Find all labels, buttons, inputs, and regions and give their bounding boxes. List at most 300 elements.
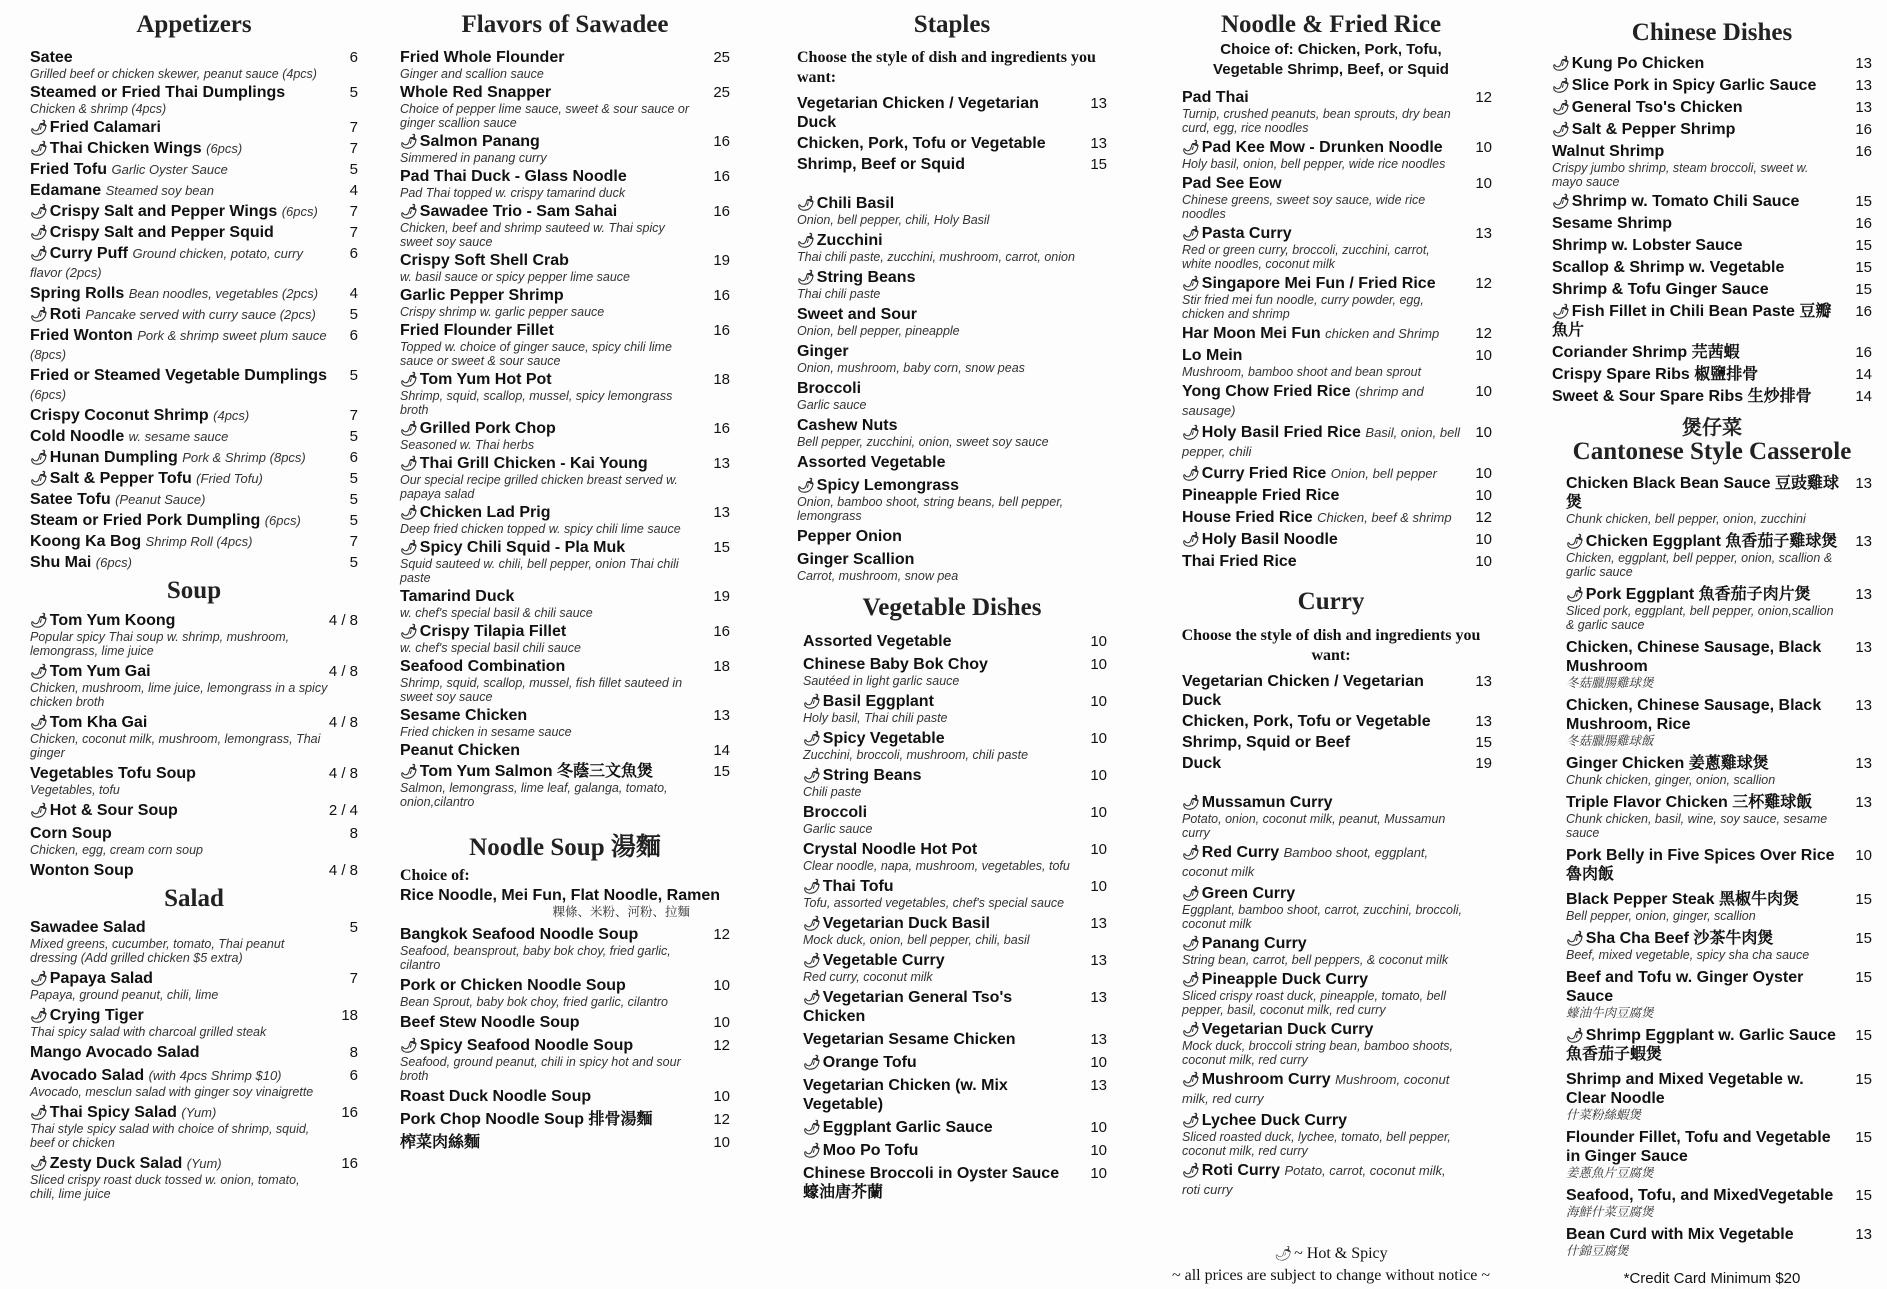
menu-item [1566,585,1872,632]
menu-item-description: Vegetables, tofu [30,782,120,797]
menu-item-price: 10 [1855,846,1872,864]
column-5 [1552,0,1872,1289]
menu-item [30,305,358,324]
menu-item-title: Har Moon Mei Fun [1182,325,1321,343]
menu-item-description: 蠔油牛肉豆腐煲 [1566,1005,1654,1020]
menu-item-name [1182,324,1462,343]
menu-item-price: 16 [1855,121,1872,139]
menu-item-title: Salt & Pepper Shrimp [1571,121,1736,139]
menu-item-name [1182,486,1462,505]
menu-item-description: 海鮮什菜豆腐煲 [1566,1204,1654,1219]
noodle-soup-choice-chinese: 粿條、米粉、河粉、拉麵 [552,904,690,919]
menu-item-price: 16 [1855,215,1872,233]
menu-item [400,976,730,1009]
menu-item-note: (Yum) [186,1155,222,1171]
menu-item [400,1013,730,1032]
menu-item-price: 13 [1090,988,1107,1006]
menu-item-price: 16 [341,1154,358,1172]
menu-item-title: Koong Ka Bog [30,533,142,551]
menu-item [400,1036,730,1083]
menu-item-description: Chicken & shrimp (4pcs) [30,102,167,117]
menu-item-name [797,476,1077,495]
menu-item-name [1182,346,1462,365]
menu-item-title: Grilled Pork Chop [419,420,556,438]
menu-item-title: Lychee Duck Curry [1201,1111,1348,1129]
menu-item-title: String Beans [816,269,916,287]
section-title-noodle-rice: Noodle & Fried Rice [1220,11,1442,38]
menu-item-price: 7 [349,203,358,221]
menu-item-title: Steamed or Fried Thai Dumplings [30,84,286,102]
menu-item-description: Sliced crispy roast duck, pineapple, tomato, bell pepper, basil, coconut milk, red curry [1182,988,1447,1017]
menu-item-description: Topped w. choice of ginger sauce, spicy chili lime sauce or sweet & sour sauce [400,340,672,369]
menu-item [1182,672,1492,710]
menu-item [400,657,730,704]
menu-item-name [30,83,328,102]
menu-item [1182,884,1492,931]
menu-item-title: Ginger [797,343,849,361]
menu-item-name [1566,532,1842,551]
menu-item-note: Chicken, beef & shrimp [1317,510,1452,526]
menu-item-name [400,1013,700,1032]
menu-item-price: 6 [349,245,358,263]
menu-item-price: 15 [1855,1026,1872,1044]
menu-item-title: Fried Calamari [49,119,161,137]
menu-item-price: 13 [1855,754,1872,772]
menu-item-title: Bangkok Seafood Noodle Soup [400,925,639,943]
menu-item-note: (Peanut Sauce) [115,492,206,508]
menu-item-title: Broccoli [803,803,868,821]
menu-item-title: Pineapple Duck Curry [1201,970,1369,988]
chili-icon: 🌶 [1182,139,1200,156]
menu-item [803,655,1107,688]
menu-item-title: Thai Grill Chicken - Kai Young [419,455,648,473]
menu-item-price: 19 [713,252,730,270]
chili-icon: 🌶 [400,763,418,780]
menu-item-description: String bean, carrot, bell peppers, & coconut milk [1182,952,1449,967]
menu-item-title: Salmon Panang [419,133,540,151]
menu-item-note: (4pcs) [213,408,250,424]
menu-item [1566,890,1872,923]
menu-item-title: House Fried Rice [1182,509,1313,527]
menu-item-name [1182,843,1462,881]
menu-item-price: 5 [349,428,358,446]
hot-legend [1170,1243,1492,1265]
chili-icon: 🌶 [1182,275,1200,292]
menu-item-description: Holy basil, onion, bell pepper, wide rice noodles [1182,157,1446,172]
menu-item-description: Grilled beef or chicken skewer, peanut sauce (4pcs) [30,67,317,82]
menu-item-name [1566,968,1842,1006]
column-1 [30,0,358,1205]
menu-item-price: 5 [349,84,358,102]
chili-icon: 🌶 [1552,121,1570,138]
menu-item [1182,843,1492,881]
menu-item [1182,224,1492,271]
menu-item [30,160,358,179]
menu-item-title: Fried Whole Flounder [400,49,565,67]
menu-item-description: Choice of pepper lime sauce, sweet & sour sauce or ginger scallion sauce [400,102,690,131]
menu-item-name [1182,934,1462,953]
menu-item-price: 15 [1855,1128,1872,1146]
menu-item [400,925,730,972]
chili-icon: 🌶 [400,1036,418,1053]
menu-item-price: 15 [713,763,730,781]
menu-item [797,476,1107,523]
menu-item [803,877,1107,910]
menu-item-title: Wonton Soup [30,861,134,879]
menu-item-title: Fried Flounder Fillet [400,322,554,340]
menu-item-description: Tofu, assorted vegetables, chef's special sauce [803,895,1065,910]
menu-item [1566,929,1872,962]
menu-item-title: Crystal Noodle Hot Pot [803,840,978,858]
menu-item-description: Chicken, eggplant, bell pepper, onion, scallion & garlic sauce [1566,550,1833,579]
menu-item-description: Seafood, beansprout, baby bok choy, fried garlic, cilantro [400,943,671,972]
menu-item-description: Mock duck, onion, bell pepper, chili, basil [803,932,1030,947]
menu-item [30,223,358,242]
menu-item [1182,733,1492,752]
menu-item-description: Beef, mixed vegetable, spicy sha cha sauce [1566,947,1810,962]
menu-item-note: Ground chicken, potato, curry flavor (2pcs) [30,246,303,281]
menu-item-title: Scallop & Shrimp w. Vegetable [1552,259,1785,277]
menu-item-name [797,342,1077,361]
menu-item-name [1566,1026,1842,1064]
menu-item-title: Peanut Chicken [400,742,521,760]
menu-item-price: 15 [1855,193,1872,211]
menu-item [803,1118,1107,1137]
chili-icon: 🌶 [30,306,48,323]
menu-item-description: w. basil sauce or spicy pepper lime sauce [400,270,630,285]
menu-item-note: Bamboo shoot, eggplant, coconut milk [1182,844,1429,879]
menu-item-name [400,167,700,186]
menu-item-title: Crying Tiger [49,1006,144,1024]
noodle-rice-list [1170,88,1492,571]
menu-item-name [797,305,1077,324]
hot-legend-text: ~ Hot & Spicy [1294,1244,1388,1262]
vegetable-list [797,632,1107,1202]
menu-item-name [1182,672,1462,710]
menu-item-description: Clear noodle, napa, mushroom, vegetables, tofu [803,858,1070,873]
chili-icon: 🌶 [30,245,48,262]
menu-item-description: Seafood, ground peanut, chili in spicy hot and sour broth [400,1054,681,1083]
menu-item [1552,258,1872,277]
menu-item-title: Spicy Lemongrass [816,477,960,495]
menu-item-title: Pad Kee Mow - Drunken Noodle [1201,139,1443,157]
menu-item-name [797,94,1077,132]
menu-item-name [803,803,1077,822]
chili-icon: 🌶 [400,420,418,437]
menu-item [30,448,358,467]
menu-item-price: 10 [1090,1164,1107,1182]
menu-item-price: 16 [713,623,730,641]
menu-item-name [803,988,1077,1026]
menu-item [1552,302,1872,340]
menu-item [400,251,730,284]
soup-list [30,611,358,880]
menu-item-title: Roti [49,306,81,324]
menu-item-description: Bell pepper, onion, ginger, scallion [1566,908,1756,923]
menu-item-title: Spicy Vegetable [822,729,945,747]
menu-item [1552,142,1872,189]
menu-item-price: 12 [713,1036,730,1054]
menu-item-name [797,379,1077,398]
menu-item-description: 什菜粉絲蝦煲 [1566,1107,1642,1122]
menu-item-note: chicken and Shrimp [1325,326,1440,342]
menu-item-title: Tamarind Duck [400,588,515,606]
menu-item-description: 姜蔥魚片豆腐煲 [1566,1165,1654,1180]
menu-item-price: 13 [1855,585,1872,603]
menu-item-description: Sliced roasted duck, lychee, tomato, bell pepper, coconut milk, red curry [1182,1129,1451,1158]
section-title-casserole: Cantonese Style Casserole [1572,438,1852,466]
menu-item-description: Squid sauteed w. chili, bell pepper, onion Thai chili paste [400,557,679,586]
menu-item-title: Vegetarian Duck Basil [822,914,990,932]
menu-item-name [30,427,328,446]
menu-item [797,379,1107,412]
menu-item [30,139,358,158]
menu-item-description: Potato, onion, coconut milk, peanut, Mussamun curry [1182,811,1446,840]
menu-item-price: 6 [349,327,358,345]
menu-item-name [400,706,700,725]
menu-item-name [797,155,1077,174]
menu-item-title: Green Curry [1201,884,1296,902]
chili-icon: 🌶 [30,801,48,818]
menu-item-note: (6pcs) [30,387,67,403]
menu-item-price: 10 [1475,531,1492,549]
menu-item-price: 12 [713,1110,730,1128]
section-title-noodle-soup: Noodle Soup 湯麵 [469,834,661,862]
menu-item-price: 13 [1855,1225,1872,1243]
menu-item-name [803,766,1077,785]
menu-item-title: Thai Tofu [822,877,894,895]
menu-item [30,611,358,658]
menu-item-price: 25 [713,49,730,67]
menu-item-name [803,692,1077,711]
menu-item [803,1076,1107,1114]
menu-item-price: 6 [349,49,358,67]
menu-item-name [803,1118,1077,1137]
menu-item-price: 16 [1855,143,1872,161]
menu-item-name [30,406,328,425]
menu-item-description: Holy basil, Thai chili paste [803,710,948,725]
menu-item [400,762,730,809]
menu-item-description: Onion, bell pepper, chili, Holy Basil [797,213,990,228]
menu-item-note: Potato, carrot, coconut milk, roti curry [1182,1162,1446,1197]
menu-item [400,503,730,536]
menu-item-name [30,305,328,324]
chili-icon: 🌶 [30,119,48,136]
menu-item-price: 10 [1090,840,1107,858]
menu-item-title: Zucchini [816,232,883,250]
menu-item-name [1182,464,1462,483]
menu-item-name [803,877,1077,896]
menu-item-note: (6pcs) [281,204,318,220]
menu-item-name [1552,280,1842,299]
menu-item [1182,934,1492,967]
menu-item-title: Crispy Soft Shell Crab [400,252,569,270]
chili-icon: 🌶 [400,504,418,521]
menu-item-name [1182,138,1462,157]
menu-item-title: Sawadee Trio - Sam Sahai [419,203,618,221]
menu-item-price: 4 [349,285,358,303]
menu-item-title: Chicken, Chinese Sausage, Black Mushroom [1566,638,1822,675]
menu-item-title: Beef Stew Noodle Soup [400,1013,580,1031]
menu-item-title: Bean Curd with Mix Vegetable [1566,1225,1794,1243]
menu-item-price: 18 [713,371,730,389]
chili-icon: 🌶 [400,203,418,220]
menu-item-price: 15 [1855,237,1872,255]
menu-item-description: Onion, bamboo shoot, string beans, bell pepper, lemongrass [797,495,1064,524]
menu-item-title: Whole Red Snapper [400,84,552,102]
menu-item-note: Shrimp Roll (4pcs) [145,534,253,550]
menu-item-name [30,1154,328,1173]
menu-item [797,305,1107,338]
menu-item-name [1552,98,1842,117]
menu-item-title: Shu Mai [30,554,92,572]
menu-item-name [1182,552,1462,571]
chili-icon: 🌶 [797,477,815,494]
menu-item-name [30,181,328,200]
menu-item-title: Eggplant Garlic Sauce [822,1118,993,1136]
menu-item-note: Pork & Shrimp (8pcs) [182,450,306,466]
menu-item-price: 13 [1090,914,1107,932]
menu-item-price: 16 [713,420,730,438]
chili-icon: 🌶 [400,455,418,472]
menu-item-price: 19 [1475,754,1492,772]
menu-item-description: Ginger and scallion sauce [400,67,544,82]
menu-item-price: 5 [349,306,358,324]
menu-item-price: 10 [1090,632,1107,650]
menu-item-description: w. chef's special basil chili sauce [400,641,581,656]
section-title-salad: Salad [164,884,224,912]
menu-item [400,1133,730,1152]
menu-item [797,155,1107,174]
menu-item-title: Shrimp Eggplant w. Garlic Sauce 魚香茄子蝦煲 [1566,1026,1836,1063]
section-title-casserole-cn: 煲仔菜 [1682,417,1742,440]
menu-item-title: String Beans [822,766,922,784]
menu-item-name [400,657,700,676]
menu-item-title: Zesty Duck Salad [49,1154,183,1172]
menu-item-name [1182,754,1462,773]
menu-item [1566,1186,1872,1219]
menu-item-price: 10 [713,1087,730,1105]
menu-item-name [1552,76,1842,95]
menu-item-name [30,326,328,364]
menu-item-price: 15 [1855,890,1872,908]
menu-item-price: 15 [1855,929,1872,947]
menu-item-price: 13 [1855,638,1872,656]
menu-item [1566,1225,1872,1258]
menu-item [30,83,358,116]
menu-item-name [1182,712,1462,731]
menu-item-name [1552,302,1842,340]
menu-item-title: Ginger Chicken 姜蔥雞球煲 [1566,754,1769,772]
menu-item-title: Papaya Salad [49,969,153,987]
menu-item-title: Pepper Onion [797,528,902,546]
menu-item-name [30,469,328,488]
menu-item-name [803,914,1077,933]
menu-item-title: Avocado Salad [30,1066,145,1084]
menu-item-title: Hunan Dumpling [49,449,178,467]
menu-item-title: Sawadee Salad [30,918,146,936]
chili-icon: 🌶 [1182,934,1200,951]
chili-icon: 🌶 [30,1006,48,1023]
menu-item-price: 5 [349,512,358,530]
menu-item-name [30,532,328,551]
menu-item-name [803,1030,1077,1049]
menu-item-description: Thai chili paste [797,287,881,302]
menu-item [30,918,358,965]
menu-item-title: Crispy Tilapia Fillet [419,623,567,641]
menu-item-name [1552,142,1842,161]
chili-icon: 🌶 [1552,303,1570,320]
menu-item-name [30,366,328,404]
menu-item [30,1066,358,1099]
menu-item-note: Pork & shrimp sweet plum sauce (8pcs) [30,328,327,363]
menu-item [1552,280,1872,299]
chili-icon: 🌶 [30,611,48,628]
menu-item-description: Thai style spicy salad with choice of shrimp, squid, beef or chicken [30,1121,310,1150]
menu-item [1552,76,1872,95]
menu-item-price: 13 [713,504,730,522]
menu-item-title: Yong Chow Fried Rice [1182,383,1351,401]
menu-item-title: Spicy Seafood Noodle Soup [419,1036,634,1054]
section-title-curry: Curry [1297,588,1365,616]
menu-item-title: Red Curry [1201,843,1280,861]
menu-item-title: Vegetarian Duck Curry [1201,1020,1374,1038]
menu-item-price: 10 [1475,553,1492,571]
menu-item-title: Flounder Fillet, Tofu and Vegetable in Ginger Sauce [1566,1128,1831,1165]
menu-item-price: 13 [1475,672,1492,690]
menu-item-title: Chicken Lad Prig [419,504,551,522]
menu-item-note: (Fried Tofu) [196,471,263,487]
menu-item [400,321,730,368]
menu-item-title: Beef and Tofu w. Ginger Oyster Sauce [1566,968,1804,1005]
menu-item [803,1164,1107,1202]
menu-item-title: Corn Soup [30,824,112,842]
menu-item-price: 13 [1090,95,1107,113]
menu-item-name [1182,1070,1462,1108]
menu-item-note: (with 4pcs Shrimp $10) [148,1067,282,1083]
staples-intro: Choose the style of dish and ingredients you want: [797,49,1096,87]
menu-item [797,416,1107,449]
menu-item-price: 4 [349,182,358,200]
noodle-soup-choice [400,886,730,919]
menu-item [30,1154,358,1201]
menu-item-title: Fried Wonton [30,327,133,345]
menu-item [1182,712,1492,731]
menu-item [30,662,358,709]
menu-item-description: Onion, bell pepper, pineapple [797,324,960,339]
menu-item [803,729,1107,762]
menu-item [803,632,1107,651]
menu-item-name [30,713,328,732]
menu-item-price: 14 [1855,388,1872,406]
menu-item [1182,382,1492,420]
section-title-soup: Soup [166,577,222,605]
chili-icon: 🌶 [803,951,821,968]
menu-item-title: Triple Flavor Chicken 三杯雞球飯 [1566,793,1813,811]
menu-item-name [1566,1225,1842,1244]
section-title-flavors: Flavors of Sawadee [461,11,669,38]
menu-item-name [30,1066,328,1085]
menu-item-title: Pork Eggplant 魚香茄子肉片煲 [1585,585,1811,603]
menu-item-title: Moo Po Tofu [822,1141,919,1159]
menu-item-name [30,1043,328,1062]
chili-icon: 🌶 [803,877,821,894]
menu-item-price: 10 [1475,424,1492,442]
menu-item-name [30,223,328,242]
chili-icon: 🌶 [1552,99,1570,116]
menu-item-note: (6pcs) [206,141,243,157]
menu-item-price: 10 [1090,877,1107,895]
